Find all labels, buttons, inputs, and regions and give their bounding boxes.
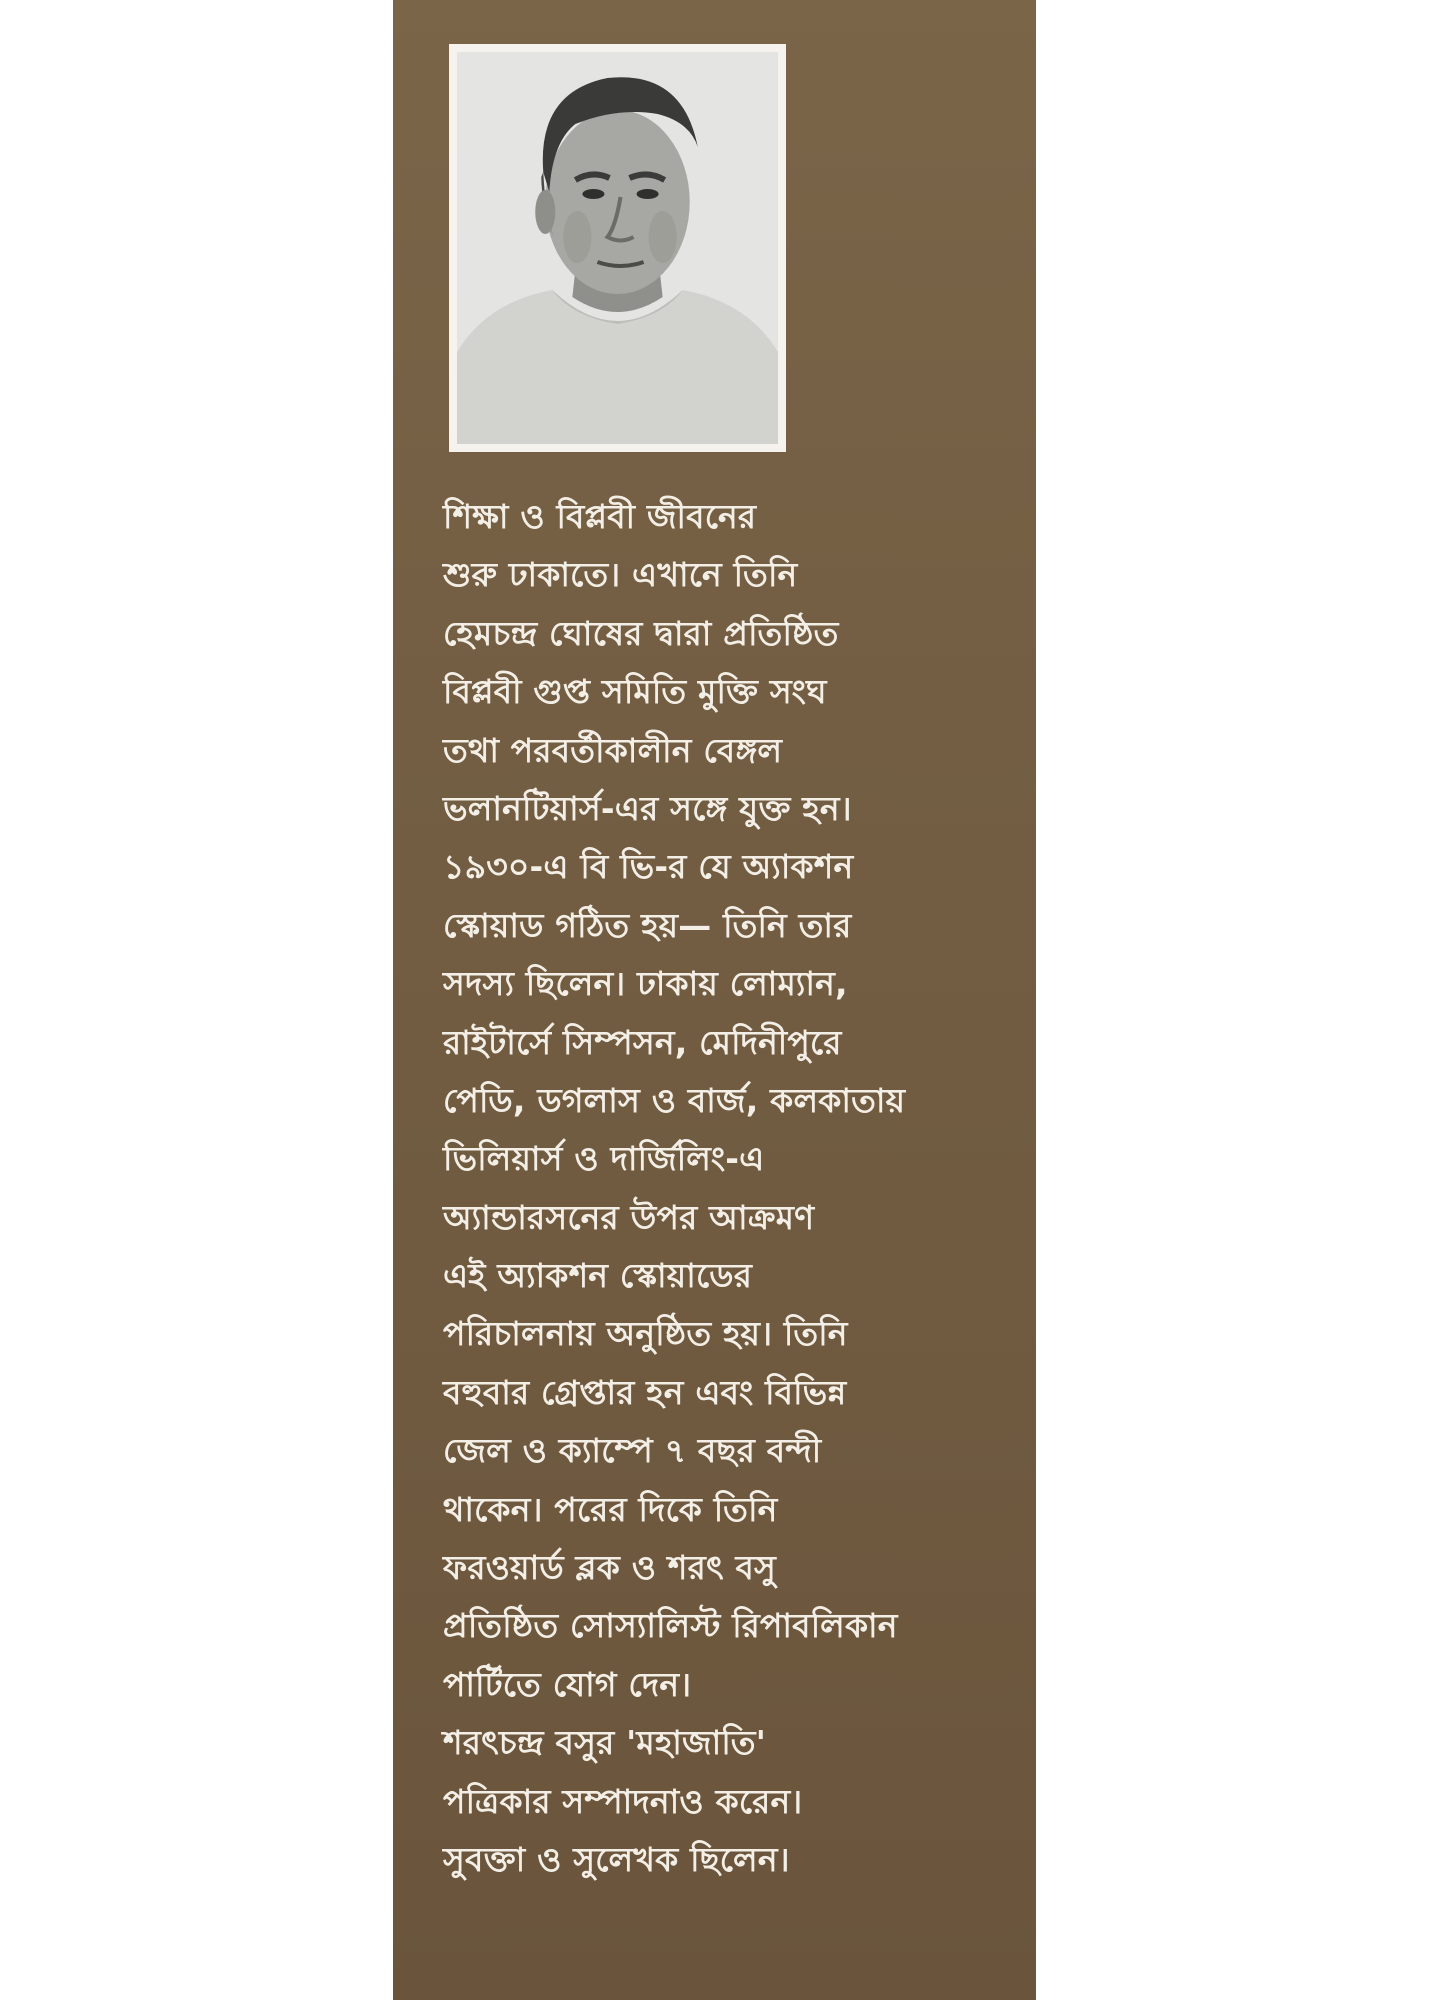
bio-line: বহুবার গ্রেপ্তার হন এবং বিভিন্ন xyxy=(443,1372,847,1412)
portrait-drawing xyxy=(457,52,778,444)
bio-line: বিপ্লবী গুপ্ত সমিতি মুক্তি সংঘ xyxy=(443,672,827,712)
bio-line: পরিচালনায় অনুষ্ঠিত হয়। তিনি xyxy=(443,1314,848,1354)
bio-line: ফরওয়ার্ড ব্লক ও শরৎ বসু xyxy=(443,1548,777,1588)
author-biography xyxy=(443,488,1013,1889)
cover-flap-panel xyxy=(393,0,1036,2000)
bio-line: এই অ্যাকশন স্কোয়াডের xyxy=(443,1256,753,1296)
bio-line: শরৎচন্দ্র বসুর 'মহাজাতি' xyxy=(443,1723,767,1763)
bio-line: সদস্য ছিলেন। ঢাকায় লোম্যান, xyxy=(443,964,848,1004)
bio-line: স্কোয়াড গঠিত হয়— তিনি তার xyxy=(443,905,852,945)
bio-line: শুরু ঢাকাতে। এখানে তিনি xyxy=(443,555,798,595)
author-portrait-photo xyxy=(457,52,778,444)
bio-line: সুবক্তা ও সুলেখক ছিলেন। xyxy=(443,1839,790,1879)
bio-line: প্রতিষ্ঠিত সোস্যালিস্ট রিপাবলিকান xyxy=(443,1606,898,1646)
bio-line: থাকেন। পরের দিকে তিনি xyxy=(443,1489,778,1529)
bio-line: ভিলিয়ার্স ও দার্জিলিং-এ xyxy=(443,1139,765,1179)
bio-line: ১৯৩০-এ বি ভি-র যে অ্যাকশন xyxy=(443,847,854,887)
bio-line: তথা পরবর্তীকালীন বেঙ্গল xyxy=(443,730,783,770)
bio-line: অ্যান্ডারসনের উপর আক্রমণ xyxy=(443,1197,815,1237)
author-photo-frame xyxy=(449,44,786,452)
bio-line: পেডি, ডগলাস ও বার্জ, কলকাতায় xyxy=(443,1080,906,1120)
bio-line: রাইটার্সে সিম্পসন, মেদিনীপুরে xyxy=(443,1022,842,1062)
bio-line: শিক্ষা ও বিপ্লবী জীবনের xyxy=(443,497,757,536)
bio-line: জেল ও ক্যাম্পে ৭ বছর বন্দী xyxy=(443,1431,822,1471)
bio-line: পত্রিকার সম্পাদনাও করেন। xyxy=(443,1781,803,1821)
bio-line: পার্টিতে যোগ দেন। xyxy=(443,1664,692,1704)
bio-line: হেমচন্দ্র ঘোষের দ্বারা প্রতিষ্ঠিত xyxy=(443,613,839,653)
bio-line: ভলানটিয়ার্স-এর সঙ্গে যুক্ত হন। xyxy=(443,788,852,828)
